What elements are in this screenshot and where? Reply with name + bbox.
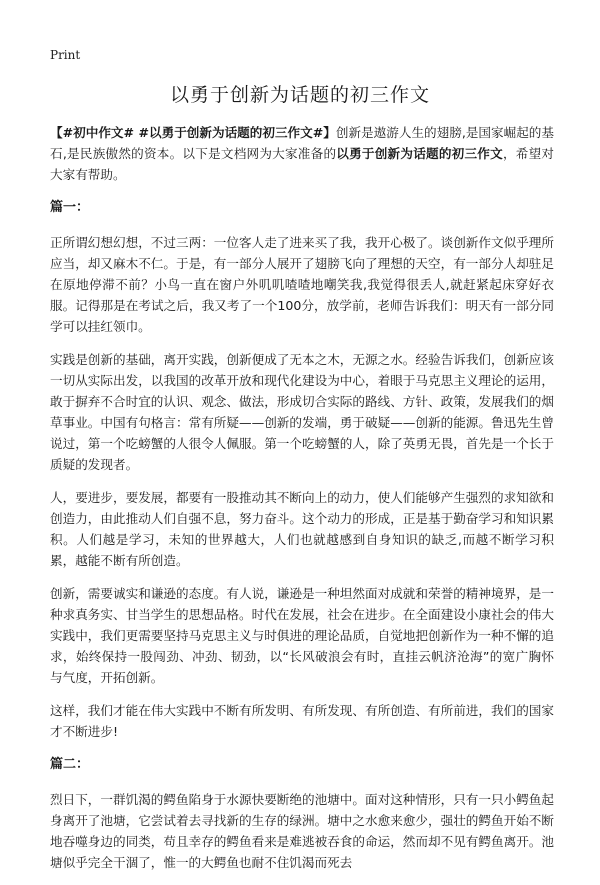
intro-text-2: ，希望对大家有帮助。 (50, 146, 555, 182)
paragraph: 烈日下，一群饥渴的鳄鱼陷身于水源快要断绝的池塘中。面对这种情形，只有一只小鳄鱼起身离开了池塘，它尝试着去寻找新的生存的绿洲。塘中之水愈来愈少，强壮的鳄鱼开始不断地吞噬身边的同类，苟且幸存的鳄鱼看来是难逃被吞食的命运，然而却不见有鳄鱼离开。池塘似乎完全干涸了，惟一的大鳄鱼也耐不住饥渴而死去 (50, 792, 554, 870)
section-heading-1: 篇一： (50, 200, 90, 215)
page-title: 以勇于创新为话题的初三作文 (169, 84, 430, 106)
intro-bold-title: 以勇于创新为话题的初三作文 (336, 146, 503, 161)
article-body (50, 122, 554, 885)
paragraph: 这样，我们才能在伟大实践中不断有所发明、有所发现、有所创造、有所前进，我们的国家才不断进步! (50, 703, 554, 739)
paragraph: 正所谓幻想幻想，不过三两：一位客人走了进来买了我，我开心极了。谈创新作文似乎理所应当，却又麻木不仁。于是，有一部分人展开了翅膀飞向了理想的天空，有一部分人却驻足在原地停滞不前？小鸟一直在窗户外叽叽喳喳地嘲笑我,我觉得很丢人,就赶紧起床穿好衣服。记得那是在考试之后，我又考了一个100分，放学前，老师告诉我们：明天有一部分同学可以挂红领巾。 (50, 235, 554, 334)
paragraph: 实践是创新的基础，离开实践，创新便成了无本之木，无源之水。经验告诉我们，创新应该一切从实际出发，以我国的改革开放和现代化建设为中心，着眼于马克思主义理论的运用，敢于摒弃不合时宜的认识、观念、做法，形成切合实际的路线、方针、政策，发展我们的烟草事业。中国有句格言：常有所疑——创新的发端，勇于破疑——创新的能源。鲁迅先生曾说过，第一个吃螃蟹的人很令人佩服。第一个吃螃蟹的人，除了英勇无畏，首先是一个长于质疑的发现者。 (50, 352, 554, 472)
intro-paragraph (50, 122, 554, 185)
print-link[interactable]: Print (50, 48, 81, 62)
paragraph: 创新，需要诚实和谦逊的态度。有人说，谦逊是一种坦然面对成就和荣誉的精神境界，是一种求真务实、甘当学生的思想品格。时代在发展，社会在进步。在全面建设小康社会的伟大实践中，我们更需要坚持马克思主义与时俱进的理论品质，自觉地把创新作为一种不懈的追求，始终保持一股闯劲、冲劲、韧劲，以“长风破浪会有时，直挂云帆济沧海”的宽广胸怀与气度，开拓创新。 (50, 586, 554, 685)
intro-text-1: 创新是遨游人生的翅膀,是国家崛起的基石,是民族傲然的资本。以下是文档网为大家准备的 (50, 125, 554, 161)
paragraph: 人，要进步，要发展，都要有一股推动其不断向上的动力，使人们能够产生强烈的求知欲和创造力，由此推动人们自强不息，努力奋斗。这个动力的形成，正是基于勤奋学习和知识累积。人们越是学习，未知的世界越大，人们也就越感到自身知识的缺乏,而越不断学习积累，越能不断有所创造。 (50, 490, 554, 568)
section-heading-2: 篇二： (50, 757, 90, 772)
intro-tags: 【#初中作文# #以勇于创新为话题的初三作文#】 (50, 125, 336, 140)
